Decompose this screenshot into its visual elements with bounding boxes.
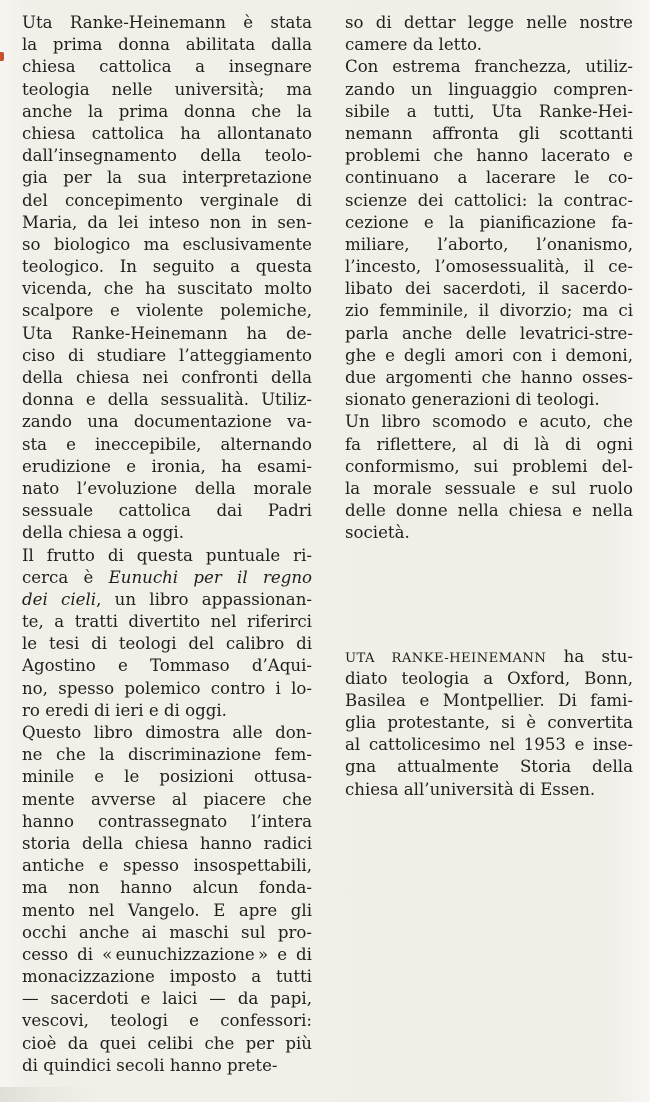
text-line: camere da letto. [345,35,482,55]
text-line: monacizzazione imposto a tutti [22,967,312,987]
text-line: minile e le posizioni ottusa- [22,767,312,787]
text-line: occhi anche ai maschi sul pro- [22,922,312,942]
text-line: mento nel Vangelo. E apre gli [22,900,312,920]
text-line: gia per la sua interpretazione [22,168,312,188]
text-line: diato teologia a Oxford, Bonn, [345,668,633,688]
text-line: zando una documentazione va- [22,412,312,432]
text-line: Il frutto di questa puntuale ri- [22,545,312,565]
right-column [345,12,633,801]
text-line: cesso di « eunuchizzazione » e di [22,944,312,964]
text-line: del concepimento verginale di [22,190,312,210]
text-line: — sacerdoti e laici — da papi, [22,989,312,1009]
text-line: erudizione e ironia, ha esami- [22,456,312,476]
text-line: chiesa all’università di Essen. [345,779,596,799]
text-line: problemi che hanno lacerato e [345,146,633,166]
text-line: vescovi, teologi e confessori: [22,1011,312,1031]
text-line: la prima donna abilitata dalla [22,35,312,55]
text-line: glia protestante, si è convertita [345,713,633,733]
text-line: conformismo, sui problemi del- [345,456,633,476]
text-line: donna e della sessualità. Utiliz- [22,390,312,410]
scan-artifact-mark [0,52,4,61]
text-line: hanno contrassegnato l’intera [22,811,312,831]
book-title-italic: dei cieli [22,589,97,609]
text-line: cezione e la pianificazione fa- [345,212,633,232]
text-line: te, a tratti divertito nel riferirci [22,612,312,632]
text-line: nato l’evoluzione della morale [22,478,312,498]
text-line: fa riflettere, al di là di ogni [345,434,633,454]
text-line: ma non hanno alcun fonda- [22,878,312,898]
text-line: mente avverse al piacere che [22,789,312,809]
text-line: Con estrema franchezza, utiliz- [345,57,633,77]
text-line: scienze dei cattolici: la contrac- [345,190,633,210]
text-line: Agostino e Tommaso d’Aqui- [22,656,312,676]
text-line: ciso di studiare l’atteggiamento [22,345,312,365]
text-line: al cattolicesimo nel 1953 e inse- [345,735,633,755]
left-column [22,12,312,1077]
text-line: vicenda, che ha suscitato molto [22,279,312,299]
text-line: parla anche delle levatrici-stre- [345,323,633,343]
text-line: ro eredi di ieri e di oggi. [22,700,227,720]
text-line: di quindici secoli hanno prete- [22,1055,278,1075]
text-line: Basilea e Montpellier. Di fami- [345,690,633,710]
text-line: ne che la discriminazione fem- [22,745,312,765]
text-line: sibile a tutti, Uta Ranke-Hei- [345,101,633,121]
text-line: sta e ineccepibile, alternando [22,434,312,454]
text-line: zando un linguaggio compren- [345,79,633,99]
text-line: libato dei sacerdoti, il sacerdo- [345,279,633,299]
text-line: Uta Ranke-Heinemann è stata [22,13,312,32]
text-line: Maria, da lei inteso non in sen- [22,212,312,232]
text-line: nemann affronta gli scottanti [345,123,633,143]
book-title-italic: Eunuchi per il regno [108,567,313,587]
text-run: cerca è [22,567,109,587]
text-line: Questo libro dimostra alle don- [22,723,312,742]
right-main-text [345,12,633,545]
text-line: delle donne nella chiesa e nella [345,501,633,521]
text-line: antiche e spesso insospettabili, [22,856,312,876]
text-line: no, spesso polemico contro i lo- [22,678,312,698]
author-bio-section [345,646,633,801]
text-line: dall’insegnamento della teolo- [22,146,312,166]
text-line: zio femminile, il divorzio; ma ci [345,301,633,321]
text-line: due argomenti che hanno osses- [345,368,633,387]
text-line: teologico. In seguito a questa [22,257,312,277]
text-run: ha stu- [546,646,633,666]
text-line: ghe e degli amori con i demoni, [345,345,633,365]
text-line: Un libro scomodo e acuto, che [345,412,633,432]
text-line: sionato generazioni di teologi. [345,390,600,410]
text-line: cioè da quei celibi che per più [22,1033,312,1053]
text-line: storia della chiesa hanno radici [22,833,312,853]
text-line: anche la prima donna che la [22,101,312,121]
scan-smudge [0,1087,95,1102]
text-line: l’incesto, l’omosessualità, il ce- [345,257,633,277]
text-line: sessuale cattolica dai Padri [22,501,312,521]
text-line: della chiesa a oggi. [22,523,184,543]
text-line: le tesi di teologi del calibro di [22,634,312,654]
text-line: società. [345,523,410,543]
text-line [345,646,633,668]
text-line: teologia nelle università; ma [22,79,312,99]
text-line: so di dettar legge nelle nostre [345,13,633,32]
author-name-smallcaps: UTA RANKE-HEINEMANN [345,650,547,666]
text-line: continuano a lacerare le co- [345,168,633,188]
text-line: chiesa cattolica ha allontanato [22,123,312,143]
text-line: la morale sessuale e sul ruolo [345,478,633,498]
text-line: gna attualmente Storia della [345,757,633,777]
text-line [22,567,312,589]
text-line: scalpore e violente polemiche, [22,301,312,321]
text-line: miliare, l’aborto, l’onanismo, [345,234,633,254]
text-run: , un libro appassionan- [96,589,312,609]
text-line: chiesa cattolica a insegnare [22,57,312,77]
text-line: della chiesa nei confronti della [22,368,312,387]
text-line: so biologico ma esclusivamente [22,234,312,254]
text-line: Uta Ranke-Heinemann ha de- [22,323,312,343]
text-line [22,589,312,611]
